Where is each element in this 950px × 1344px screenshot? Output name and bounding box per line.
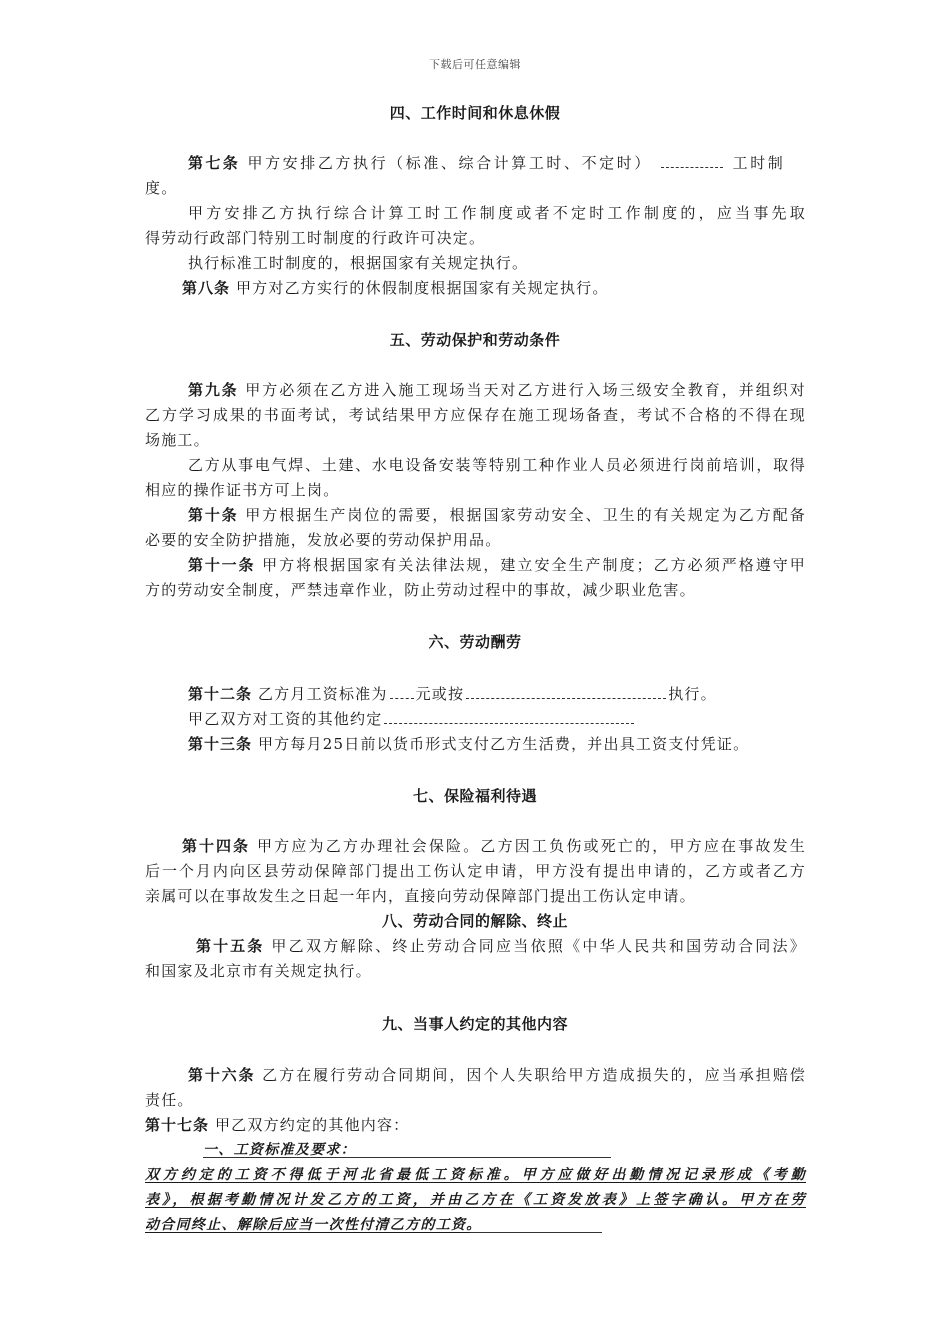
section-title: 五、劳动保护和劳动条件 (389, 331, 561, 349)
article-label: 第十四条 (182, 837, 250, 855)
sub-section-title: 一、工资标准及要求： (203, 1142, 356, 1158)
paragraph-line: 甲方安排乙方执行综合计算工时工作制度或者不定时工作制度的，应当事先取 (188, 204, 806, 222)
article-17 (145, 1115, 409, 1135)
article-16-line-1 (188, 1065, 806, 1085)
article-text: 乙方在履行劳动合同期间，因个人失职给甲方造成损失的，应当承担赔偿 (262, 1066, 806, 1084)
article-text: 甲乙双方解除、终止劳动合同应当依照《中华人民共和国劳动合同法》 (271, 937, 806, 955)
page-header: 下载后可任意编辑 (429, 58, 521, 71)
section-title: 四、工作时间和休息休假 (389, 104, 561, 122)
article-text: 甲方每月 (257, 735, 323, 753)
clause-line: 双方约定的工资不得低于河北省最低工资标准。甲方应做好出勤情况记录形成《考勤 (145, 1167, 806, 1183)
article-11-line-1 (188, 555, 806, 575)
article-10-line-1 (188, 505, 806, 525)
article-label: 第十三条 (188, 735, 253, 753)
section-title: 六、劳动酬劳 (428, 633, 522, 651)
underline-rule (470, 1232, 602, 1233)
article-label: 第十五条 (196, 937, 265, 955)
article-text: 甲方必须在乙方进入施工现场当天对乙方进行入场三级安全教育，并组织对 (245, 381, 806, 399)
article-text: 乙方月工资标准为 (257, 685, 388, 703)
paragraph-line (188, 709, 636, 729)
paragraph-line: 相应的操作证书方可上岗。 (145, 481, 340, 499)
underline-rule (203, 1157, 611, 1158)
article-text: 甲乙双方对工资的其他约定 (188, 710, 383, 728)
paragraph-line: 执行标准工时制度的，根据国家有关规定执行。 (188, 254, 529, 272)
article-label: 第十条 (188, 506, 239, 524)
article-label: 第八条 (182, 279, 231, 297)
article-12 (188, 684, 717, 704)
section-title: 九、当事人约定的其他内容 (381, 1015, 568, 1033)
paragraph-line: 必要的安全防护措施，发放必要的劳动保护用品。 (145, 531, 502, 549)
article-13 (188, 734, 749, 754)
article-text: 甲方根据生产岗位的需要，根据国家劳动安全、卫生的有关规定为乙方配备 (245, 506, 806, 524)
article-text: 工时制 (732, 154, 785, 172)
clause-line: 动合同终止、解除后应当一次性付清乙方的工资。 (145, 1217, 482, 1233)
paragraph-line: 和国家及北京市有关规定执行。 (145, 962, 372, 980)
fill-in-blank (390, 686, 414, 699)
paragraph-line: 乙方从事电气焊、土建、水电设备安装等特别工种作业人员必须进行岗前培训，取得 (188, 456, 806, 474)
article-7-line-2: 度。 (145, 179, 178, 197)
paragraph-line: 责任。 (145, 1091, 194, 1109)
fill-in-blank (384, 711, 634, 724)
pay-day: 25 (322, 735, 345, 753)
fill-in-blank (661, 155, 723, 168)
article-8 (182, 278, 609, 298)
article-label: 第七条 (188, 154, 241, 172)
article-label: 第十二条 (188, 685, 253, 703)
paragraph-line: 后一个月内向区县劳动保障部门提出工伤认定申请，甲方没有提出申请的，乙方或者乙方 (145, 862, 806, 880)
paragraph-line: 场施工。 (145, 431, 210, 449)
article-7-line-1 (188, 153, 784, 173)
paragraph-line: 方的劳动安全制度，严禁违章作业，防止劳动过程中的事故，减少职业危害。 (145, 581, 696, 599)
section-title: 七、保险福利待遇 (412, 787, 537, 805)
article-text: 甲乙双方约定的其他内容： (214, 1116, 410, 1134)
paragraph-line: 亲属可以在事故发生之日起一年内，直接向劳动保障部门提出工伤认定申请。 (145, 887, 696, 905)
article-text: 甲方对乙方实行的休假制度根据国家有关规定执行。 (235, 279, 609, 297)
article-label: 第十七条 (145, 1116, 210, 1134)
article-text: 甲方应为乙方办理社会保险。乙方因工负伤或死亡的，甲方应在事故发生 (256, 837, 807, 855)
article-label: 第九条 (188, 381, 239, 399)
paragraph-line: 乙方学习成果的书面考试，考试结果甲方应保存在施工现场备查，考试不合格的不得在现 (145, 406, 806, 424)
article-text: 元或按 (415, 685, 465, 703)
article-text: 甲方安排乙方执行（标准、综合计算工时、不定时） (247, 154, 652, 172)
paragraph-line: 得劳动行政部门特别工时制度的行政许可决定。 (145, 229, 486, 247)
article-14-line-1 (182, 836, 806, 856)
article-9-line-1 (188, 380, 806, 400)
section-title: 八、劳动合同的解除、终止 (381, 912, 568, 930)
article-label: 第十一条 (188, 556, 256, 574)
article-label: 第十六条 (188, 1066, 256, 1084)
fill-in-blank (466, 686, 666, 699)
article-text: 日前以货币形式支付乙方生活费，并出具工资支付凭证。 (344, 735, 750, 753)
article-15-line-1 (196, 936, 806, 956)
article-text: 执行。 (668, 685, 717, 703)
clause-line: 表》，根据考勤情况计发乙方的工资，并由乙方在《工资发放表》上签字确认。甲方在劳 (145, 1192, 806, 1208)
article-text: 甲方将根据国家有关法律法规，建立安全生产制度；乙方必须严格遵守甲 (262, 556, 806, 574)
